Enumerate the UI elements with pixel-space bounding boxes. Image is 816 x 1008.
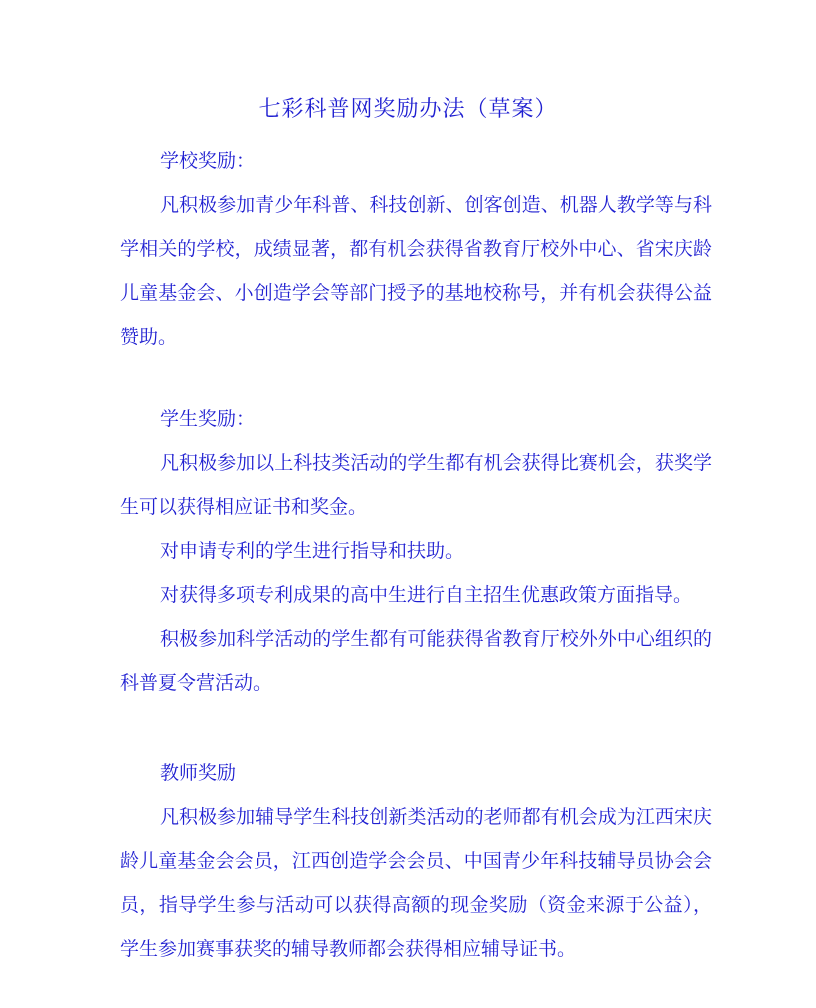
paragraph: 积极参加科学活动的学生都有可能获得省教育厅校外外中心组织的科普夏令营活动。 bbox=[120, 628, 712, 694]
section-school-reward bbox=[120, 139, 712, 359]
section-heading: 教师奖励 bbox=[160, 762, 237, 784]
paragraph: 凡积极参加青少年科普、科技创新、创客创造、机器人教学等与科学相关的学校，成绩显著，都有机会获得省教育厅校外中心、省宋庆龄儿童基金会、小创造学会等部门授予的基地校称号，并有机会获得公益赞助。 bbox=[120, 194, 712, 348]
paragraph: 对申请专利的学生进行指导和扶助。 bbox=[160, 540, 465, 562]
paragraph: 对获得多项专利成果的高中生进行自主招生优惠政策方面指导。 bbox=[160, 584, 693, 606]
section-student-reward bbox=[120, 397, 712, 705]
paragraph: 凡积极参加以上科技类活动的学生都有机会获得比赛机会，获奖学生可以获得相应证书和奖金。 bbox=[120, 452, 712, 518]
section-teacher-reward bbox=[120, 751, 712, 971]
document-title: 七彩科普网奖励办法（草案） bbox=[258, 97, 558, 122]
section-heading: 学生奖励： bbox=[160, 408, 256, 430]
paragraph: 凡积极参加辅导学生科技创新类活动的老师都有机会成为江西宋庆龄儿童基金会会员，江西创造学会会员、中国青少年科技辅导员协会会员，指导学生参与活动可以获得高额的现金奖励（资金来源于公益），学生参加赛事获奖的辅导教师都会获得相应辅导证书。 bbox=[120, 806, 712, 960]
section-heading: 学校奖励： bbox=[160, 150, 256, 172]
